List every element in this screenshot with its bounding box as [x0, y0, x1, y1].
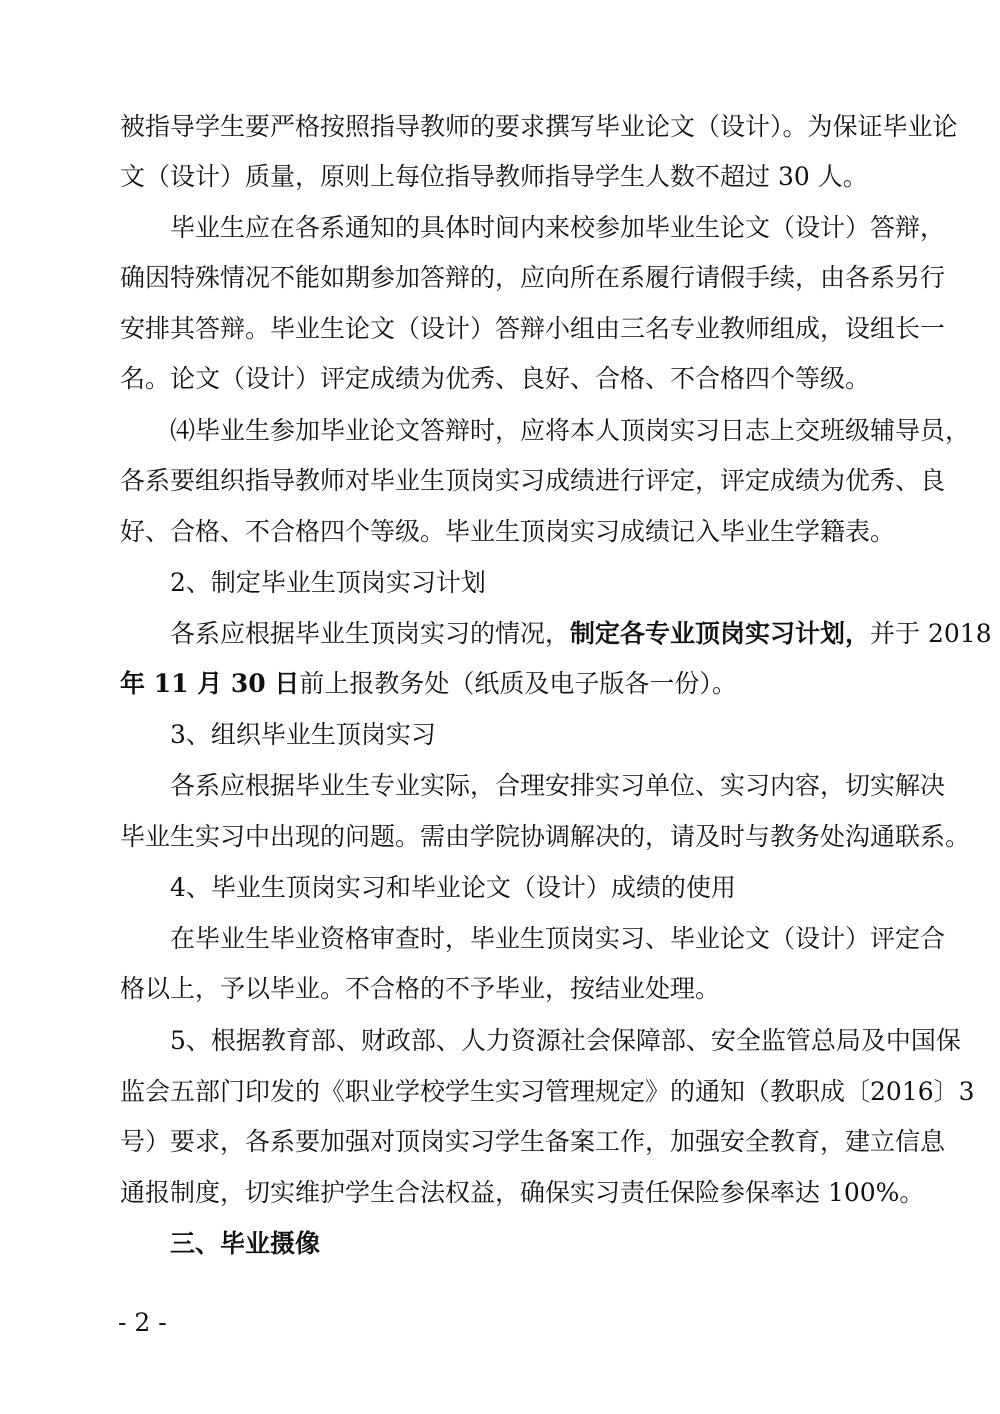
paragraph-line: 毕业生应在各系通知的具体时间内来校参加毕业生论文（设计）答辩，	[170, 213, 946, 242]
paragraph-line: 各系要组织指导教师对毕业生顶岗实习成绩进行评定，评定成绩为优秀、良	[120, 466, 946, 495]
paragraph-line: 名。论文（设计）评定成绩为优秀、良好、合格、不合格四个等级。	[120, 364, 871, 393]
paragraph-line: 在毕业生毕业资格审查时，毕业生顶岗实习、毕业论文（设计）评定合	[170, 924, 946, 953]
emphasized-text: 制定各专业顶岗实习计划，	[570, 619, 871, 648]
paragraph-line: 号）要求，各系要加强对顶岗实习学生备案工作，加强安全教育，建立信息	[120, 1127, 946, 1156]
section-heading: 3、组织毕业生顶岗实习	[170, 720, 436, 749]
paragraph-line: 安排其答辩。毕业生论文（设计）答辩小组由三名专业教师组成，设组长一	[120, 314, 946, 343]
paragraph-text: 并于 2018	[870, 619, 992, 648]
section-heading: 2、制定毕业生顶岗实习计划	[170, 568, 486, 597]
paragraph-line: 被指导学生要严格按照指导教师的要求撰写毕业论文（设计）。为保证毕业论	[120, 112, 958, 141]
paragraph-line: 格以上，予以毕业。不合格的不予毕业，按结业处理。	[120, 974, 721, 1003]
paragraph-line: 确因特殊情况不能如期参加答辩的，应向所在系履行请假手续，由各系另行	[120, 263, 946, 292]
paragraph-line: 好、合格、不合格四个等级。毕业生顶岗实习成绩记入毕业生学籍表。	[120, 517, 896, 546]
paragraph-line	[120, 664, 910, 704]
paragraph-line: 通报制度，切实维护学生合法权益，确保实习责任保险参保率达 100%。	[120, 1178, 925, 1207]
paragraph-line	[170, 614, 992, 654]
paragraph-line: 各系应根据毕业生专业实际，合理安排实习单位、实习内容，切实解决	[170, 771, 946, 800]
section-heading: 4、毕业生顶岗实习和毕业论文（设计）成绩的使用	[170, 873, 736, 902]
section-heading: 三、毕业摄像	[170, 1229, 321, 1258]
paragraph-line: 文（设计）质量，原则上每位指导教师指导学生人数不超过 30 人。	[120, 162, 868, 191]
paragraph-line: 毕业生实习中出现的问题。需由学院协调解决的，请及时与教务处沟通联系。	[120, 822, 971, 851]
emphasized-text: 年 11 月 30 日	[120, 669, 300, 698]
page-number: - 2 -	[118, 1308, 167, 1337]
paragraph-line: ⑷毕业生参加毕业论文答辩时，应将本人顶岗实习日志上交班级辅导员，	[170, 416, 971, 445]
paragraph-text: 前上报教务处（纸质及电子版各一份）。	[299, 669, 737, 698]
paragraph-line: 5、根据教育部、财政部、人力资源社会保障部、安全监管总局及中国保	[170, 1026, 961, 1055]
paragraph-line: 监会五部门印发的《职业学校学生实习管理规定》的通知（教职成〔2016〕3	[120, 1077, 975, 1106]
paragraph-text: 各系应根据毕业生顶岗实习的情况，	[170, 619, 571, 648]
